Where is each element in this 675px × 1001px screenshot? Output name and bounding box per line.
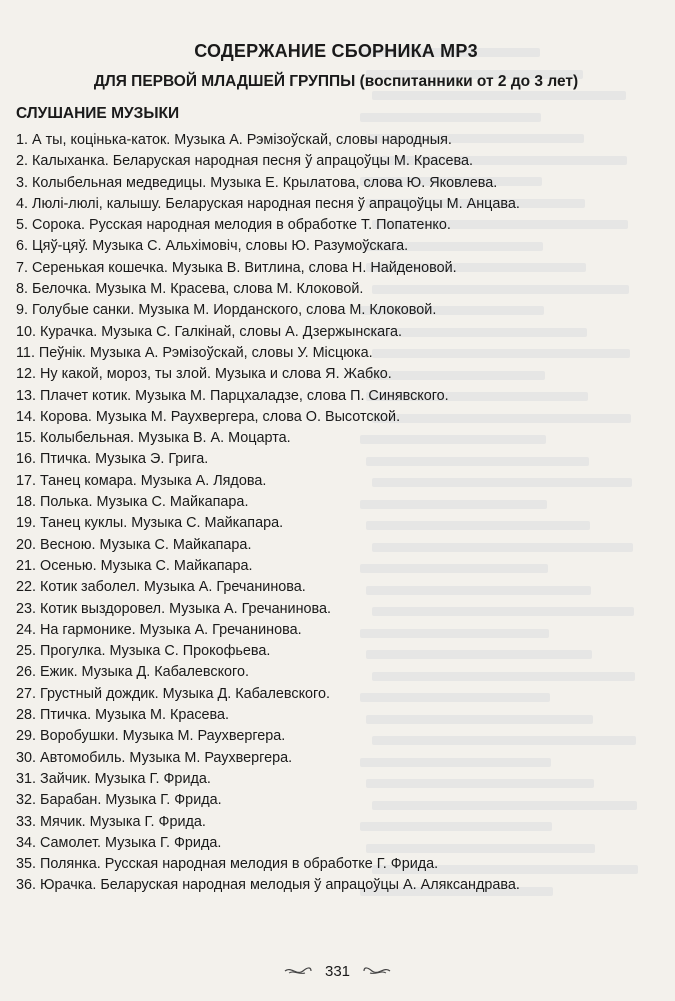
list-item: 15. Колыбельная. Музыка В. А. Моцарта. [16,430,291,447]
list-item: 28. Птичка. Музыка М. Красева. [16,707,230,724]
list-item: 4. Люлі-люлі, калышу. Беларуская народная песня ў апрацоўцы М. Анцава. [16,195,520,212]
page-footer [0,962,675,980]
contents-page [16,40,656,897]
list-item: 20. Весною. Музыка С. Майкапара. [16,536,252,553]
list-item: 24. На гармонике. Музыка А. Гречанинова. [16,621,302,638]
list-item: 34. Самолет. Музыка Г. Фрида. [16,834,222,851]
list-item: 27. Грустный дождик. Музыка Д. Кабалевского. [16,685,330,702]
list-item: 25. Прогулка. Музыка С. Прокофьева. [16,643,271,660]
track-list [16,130,656,897]
list-item: 2. Калыханка. Беларуская народная песня ў апрацоўцы М. Красева. [16,153,473,170]
list-item: 5. Сорока. Русская народная мелодия в обработке Т. Попатенко. [16,217,451,234]
list-item: 29. Воробушки. Музыка М. Раухвергера. [16,728,286,745]
list-item: 18. Полька. Музыка С. Майкапара. [16,494,249,511]
list-item: 12. Ну какой, мороз, ты злой. Музыка и слова Я. Жабко. [16,366,392,383]
page-subtitle: ДЛЯ ПЕРВОЙ МЛАДШЕЙ ГРУППЫ (воспитанники от 2 до 3 лет) [93,73,579,90]
page-title: СОДЕРЖАНИЕ СБОРНИКА MP3 [194,41,478,61]
list-item: 10. Курачка. Музыка С. Галкінай, словы А. Дзержынскага. [16,323,403,340]
list-item: 19. Танец куклы. Музыка С. Майкапара. [16,515,284,532]
list-item: 7. Серенькая кошечка. Музыка В. Витлина, слова Н. Найденовой. [16,259,457,276]
list-item: 35. Полянка. Русская народная мелодия в обработке Г. Фрида. [16,856,439,873]
list-item: 9. Голубые санки. Музыка М. Иорданского, слова М. Клоковой. [16,302,437,319]
section-heading: СЛУШАНИЕ МУЗЫКИ [16,105,180,122]
page-number: 331 [324,962,351,980]
list-item: 31. Зайчик. Музыка Г. Фрида. [16,770,211,787]
list-item: 1. А ты, коцінька-каток. Музыка А. Рэмізоўскай, словы народныя. [16,132,452,148]
list-item: 13. Плачет котик. Музыка М. Парцхаладзе, слова П. Синявского. [16,387,449,404]
list-item: 17. Танец комара. Музыка А. Лядова. [16,472,267,489]
list-item: 22. Котик заболел. Музыка А. Гречанинова. [16,579,306,596]
list-item: 16. Птичка. Музыка Э. Грига. [16,451,209,468]
list-item: 21. Осенью. Музыка С. Майкапара. [16,557,253,574]
list-item: 30. Автомобиль. Музыка М. Раухвергера. [16,749,293,766]
list-item: 26. Ежик. Музыка Д. Кабалевского. [16,664,249,681]
list-item: 14. Корова. Музыка М. Раухвергера, слова О. Высотской. [16,408,401,425]
list-item: 8. Белочка. Музыка М. Красева, слова М. Клоковой. [16,281,364,298]
ornament-right-icon [362,966,392,976]
list-item: 11. Пеўнік. Музыка А. Рэмізоўскай, словы У. Місцюка. [16,344,373,361]
list-item: 3. Колыбельная медведицы. Музыка Е. Крылатова, слова Ю. Яковлева. [16,174,498,191]
list-item: 36. Юрачка. Беларуская народная мелодыя ў апрацоўцы А. Аляксандрава. [16,877,520,894]
ornament-left-icon [283,966,313,976]
list-item: 6. Цяў-цяў. Музыка С. Альхімовіч, словы Ю. Разумоўскага. [16,238,409,255]
list-item: 23. Котик выздоровел. Музыка А. Гречанинова. [16,600,332,617]
list-item: 33. Мячик. Музыка Г. Фрида. [16,813,206,830]
list-item: 32. Барабан. Музыка Г. Фрида. [16,792,222,809]
